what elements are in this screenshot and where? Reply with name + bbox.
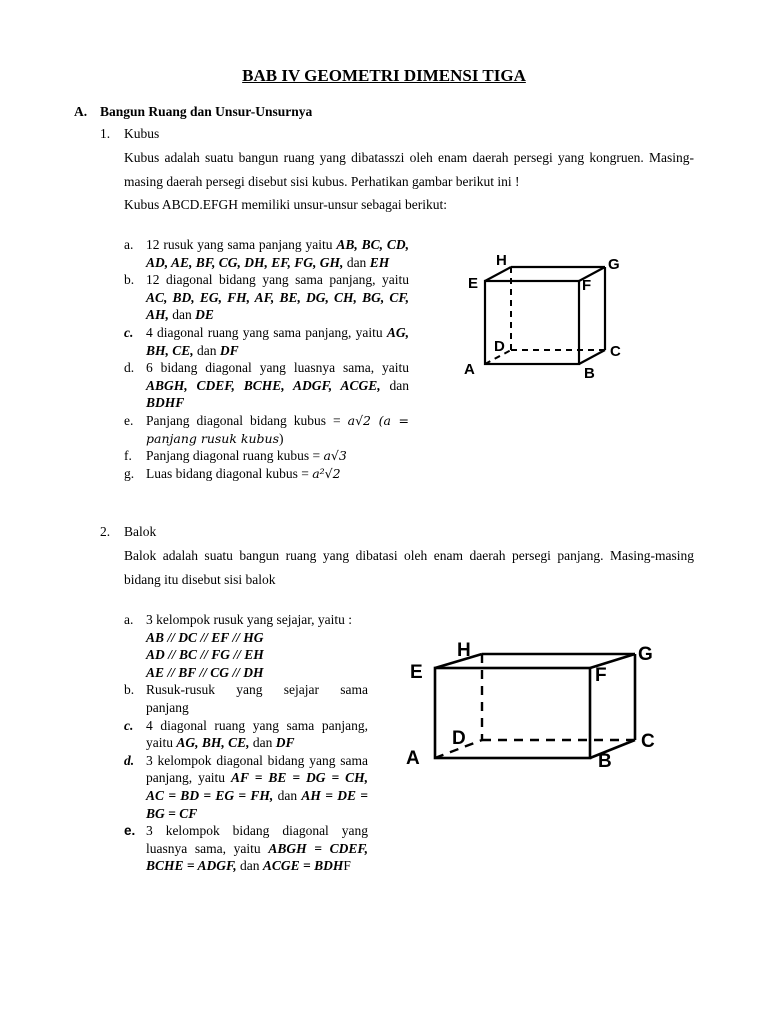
list-item: d. 3 kelompok diagonal bidang yang sama panjang, yaitu AF = BE = DG = CH, AC = BD = EG = FH, dan AH = DE = BG = CF bbox=[124, 752, 369, 821]
cuboid-figure bbox=[402, 636, 674, 774]
cube-label-c: C bbox=[610, 343, 621, 360]
kubus-list bbox=[124, 236, 409, 482]
list-item: b. Rusuk-rusuk yang sejajar sama panjang bbox=[124, 682, 368, 715]
balok-list bbox=[124, 611, 368, 875]
cube-label-a: A bbox=[464, 361, 475, 378]
section-a-marker: A. bbox=[74, 104, 88, 119]
cube-edge-eh bbox=[485, 267, 511, 281]
section-a-heading: Bangun Ruang dan Unsur-Unsurnya bbox=[100, 104, 313, 119]
cube-edge-bc bbox=[579, 350, 605, 364]
cuboid-label-h: H bbox=[457, 640, 471, 661]
list-item: f. Panjang diagonal ruang kubus = a√3 bbox=[124, 448, 347, 464]
kubus-number: 1. bbox=[100, 126, 111, 141]
list-item: c. 4 diagonal ruang yang sama panjang, yaitu AG, BH, CE, dan DF bbox=[124, 324, 409, 358]
cube-label-b: B bbox=[584, 365, 595, 382]
list-item: a. 12 rusuk yang sama panjang yaitu AB, BC, CD, AD, AE, BF, CG, DH, EF, FG, GH, dan EH bbox=[124, 237, 409, 270]
cube-label-e: E bbox=[468, 275, 479, 292]
cuboid-edge-bc bbox=[590, 740, 635, 758]
cuboid-label-d: D bbox=[452, 728, 466, 749]
cuboid-label-c: C bbox=[641, 731, 655, 752]
cube-label-f: F bbox=[582, 277, 592, 294]
cube-label-h: H bbox=[496, 252, 507, 269]
cube-figure bbox=[460, 248, 630, 383]
cuboid-label-g: G bbox=[638, 644, 653, 665]
list-item: c. 4 diagonal ruang yang sama panjang, yaitu AG, BH, CE, dan DF bbox=[124, 717, 368, 751]
kubus-heading: Kubus bbox=[124, 126, 160, 141]
page-title: BAB IV GEOMETRI DIMENSI TIGA bbox=[242, 66, 526, 85]
list-item: d. 6 bidang diagonal yang luasnya sama, yaitu ABGH, CDEF, BCHE, ADGF, ACGE, dan BDHF bbox=[124, 360, 409, 411]
balok-number: 2. bbox=[100, 524, 111, 539]
cube-label-d: D bbox=[494, 338, 505, 355]
balok-paragraph: Balok adalah suatu bangun ruang yang dibatasi oleh enam daerah persegi panjang. Masing-masing bidang itu disebut sisi balok bbox=[124, 548, 694, 587]
kubus-intro: Kubus ABCD.EFGH memiliki unsur-unsur sebagai berikut: bbox=[124, 197, 447, 212]
cube-label-g: G bbox=[608, 256, 620, 273]
list-item: a. 3 kelompok rusuk yang sejajar, yaitu : AB // DC // EF // HG AD // BC // FG // EH AE // BF // CG // DH bbox=[124, 612, 353, 680]
list-item: e. Panjang diagonal bidang kubus = a√2 (a = panjang rusuk kubus) bbox=[124, 412, 410, 446]
cuboid-label-e: E bbox=[410, 662, 423, 683]
list-item: g. Luas bidang diagonal kubus = a²√2 bbox=[124, 465, 341, 481]
balok-heading: Balok bbox=[124, 524, 157, 539]
kubus-paragraph: Kubus adalah suatu bangun ruang yang dibatasszi oleh enam daerah persegi yang kongruen. Masing-masing daerah persegi disebut sisi kubus. Perhatikan gambar berikut ini ! bbox=[124, 150, 694, 189]
cuboid-label-a: A bbox=[406, 748, 420, 769]
cuboid-label-f: F bbox=[595, 665, 607, 686]
cuboid-label-b: B bbox=[598, 751, 612, 772]
list-item: e. 3 kelompok bidang diagonal yang luasnya sama, yaitu ABGH = CDEF, BCHE = ADGF, dan ACGE = BDHF bbox=[124, 823, 368, 874]
list-item: b. 12 diagonal bidang yang sama panjang, yaitu AC, BD, EG, FH, AF, BE, DG, CH, BG, CF, AH, dan DE bbox=[124, 272, 409, 323]
